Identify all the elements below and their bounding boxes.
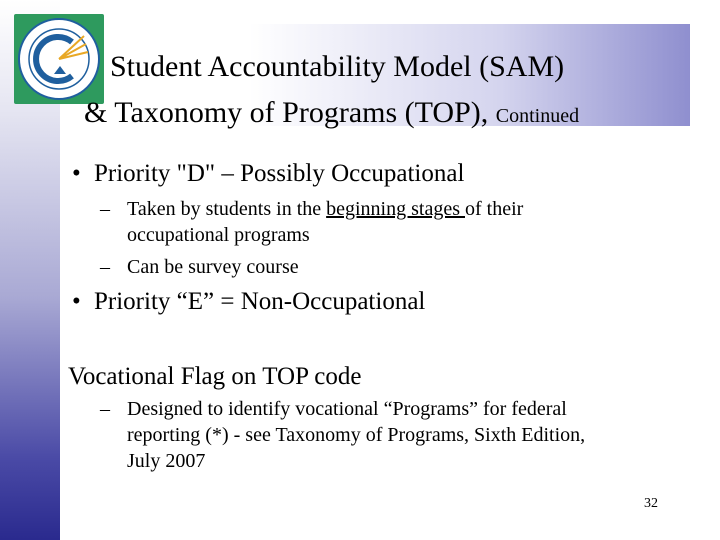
sub1-underlined: beginning stages — [326, 198, 465, 220]
sub-bullet-taken-by — [100, 198, 523, 221]
sub1-pre: Taken by students in the — [127, 198, 327, 220]
bullet-marker: • — [72, 288, 81, 315]
sub2-text: Can be survey course — [127, 256, 299, 278]
slide-title-line1: Student Accountability Model (SAM) — [110, 50, 565, 83]
bullet-priority-d — [72, 160, 464, 188]
bullet-marker: • — [72, 160, 81, 187]
page-number: 32 — [644, 496, 658, 511]
title-line2-main: & Taxonomy of Programs (TOP), — [84, 96, 489, 129]
sub1-post: of their — [465, 198, 524, 220]
vocational-flag-heading: Vocational Flag on TOP code — [68, 363, 362, 390]
sub-bullet-taken-by-line2: occupational programs — [127, 224, 310, 246]
california-community-colleges-logo — [14, 14, 104, 104]
bullet-priority-e — [72, 288, 425, 316]
sub-bullet-survey-course — [100, 256, 299, 279]
dash-marker: – — [100, 398, 110, 420]
title-continued: Continued — [495, 105, 580, 127]
vocational-sub-line2: reporting (*) - see Taxonomy of Programs, Sixth Edition, — [127, 424, 586, 446]
vocational-sub-line1: Designed to identify vocational “Programs” for federal — [127, 398, 567, 420]
bullet-priority-d-text: Priority "D" – Possibly Occupational — [94, 160, 465, 187]
slide-title-line2 — [84, 96, 579, 130]
dash-marker: – — [100, 256, 110, 278]
sub-bullet-vocational — [100, 398, 567, 421]
dash-marker: – — [100, 198, 110, 220]
vocational-sub-line3: July 2007 — [127, 450, 206, 472]
bullet-priority-e-text: Priority “E” = Non-Occupational — [94, 288, 426, 315]
